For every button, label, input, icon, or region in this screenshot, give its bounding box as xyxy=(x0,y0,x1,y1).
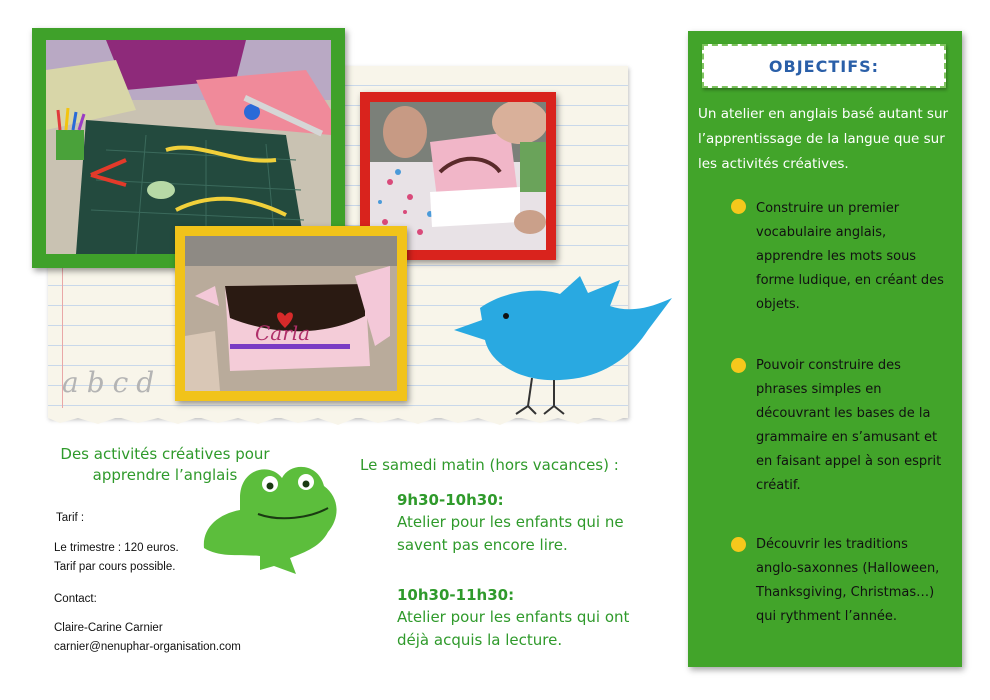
contact-name: Claire-Carine Carnier xyxy=(54,622,163,634)
bullet-dot-icon xyxy=(731,199,746,214)
objectif-item: Construire un premier vocabulaire anglais, apprendre les mots sous forme ludique, en créant des objets. xyxy=(756,201,944,312)
objectifs-intro: Un atelier en anglais basé autant sur l’apprentissage de la langue que sur les activités créatives. xyxy=(698,106,949,172)
slot-description: Atelier pour les enfants qui ne savent pas encore lire. xyxy=(397,513,624,554)
schedule-slot xyxy=(397,585,647,652)
contact-label: Contact: xyxy=(54,593,97,605)
slot-time: 10h30-11h30: xyxy=(397,586,515,604)
contact-details xyxy=(54,619,241,657)
objectifs-title: OBJECTIFS: xyxy=(768,57,880,76)
slot-description: Atelier pour les enfants qui ont déjà acquis la lecture. xyxy=(397,608,630,649)
photo-pink-pouch xyxy=(175,226,407,401)
tarif-par-cours: Tarif par cours possible. xyxy=(54,561,176,573)
tarif-details xyxy=(54,539,179,577)
objectif-item: Pouvoir construire des phrases simples en découvrant les bases de la grammaire en s’amusant et en faisant appel à son esprit créatif. xyxy=(756,358,942,493)
pink-pouch-image xyxy=(185,236,397,391)
activities-heading: Des activités créatives pour apprendre l’anglais xyxy=(60,445,270,484)
carla-label: Carla xyxy=(255,321,311,345)
objectifs-banner xyxy=(702,44,946,88)
schedule-slot xyxy=(397,490,647,557)
bullet-dot-icon xyxy=(731,358,746,373)
craft-table-image xyxy=(46,40,331,254)
objectif-item: Découvrir les traditions anglo-saxonnes (Halloween, Thanksgiving, Christmas…) qui rythment l’année. xyxy=(756,537,940,624)
blue-bird-icon xyxy=(450,268,675,418)
schedule-heading: Le samedi matin (hors vacances) : xyxy=(360,456,619,474)
slot-time: 9h30-10h30: xyxy=(397,491,504,509)
tarif-label: Tarif : xyxy=(56,512,85,524)
contact-email[interactable]: carnier@nenuphar-organisation.com xyxy=(54,641,241,653)
bullet-dot-icon xyxy=(731,537,746,552)
tarif-trimestre: Le trimestre : 120 euros. xyxy=(54,542,179,554)
abcd-handwriting: abcd xyxy=(62,366,163,399)
